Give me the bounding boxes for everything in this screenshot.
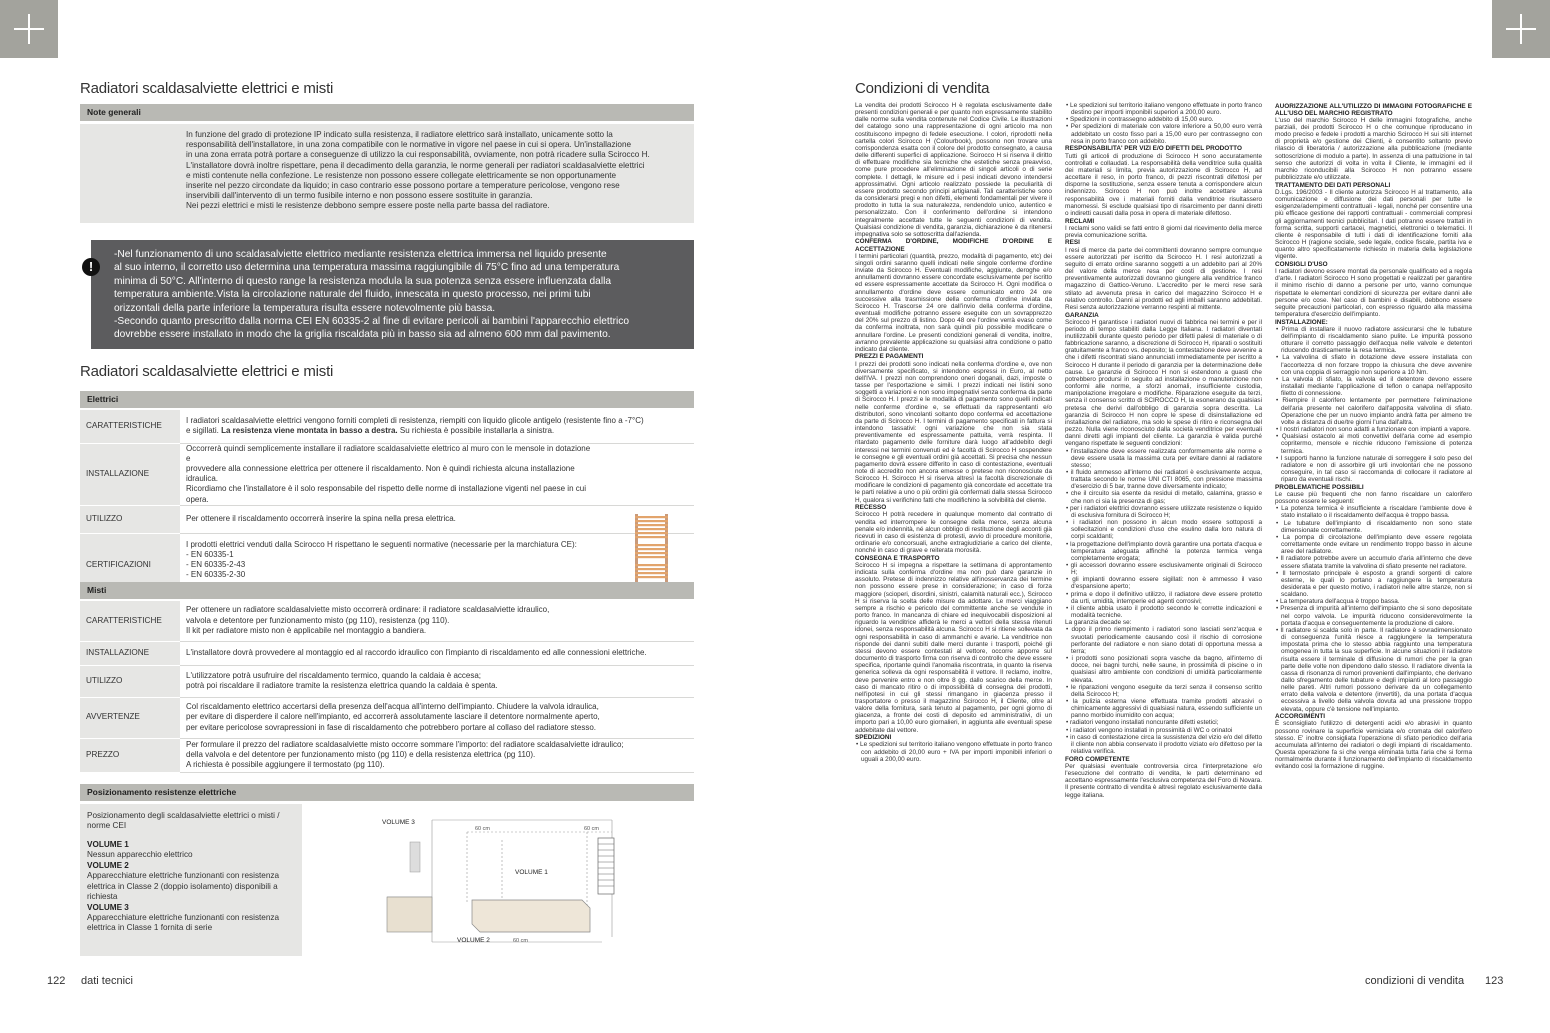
diagram-radiator bbox=[598, 838, 614, 894]
paragraph: I reclami sono validi se fatti entro 8 giorni dal ricevimento della merce previa comunicazione scritta. bbox=[1065, 224, 1262, 239]
bullet-item: • Il termostato principale è esposto a grandi sorgenti di calore esterne, le quali lo portano a raggiungere la temperatura desiderata e per questo motivo, i radiatori nelle altre stanze, non si scaldano. bbox=[1275, 570, 1472, 599]
row-label: UTILIZZO bbox=[80, 505, 180, 533]
paragraph: I resi di merce da parte dei committenti dovranno sempre comunque essere autorizzati per iscritto da Scirocco H. I resi autorizzati a seguito di errato ordine saranno soggetti a un addebito pari al 20% del valore della merce resa per costi di gestione. I resi preventivamente autorizzati dovranno giungere alla venditrice franco magazzino di Gattico-Veruno. L'accredito per le merci rese sarà stilato ad avvenuta presa in carico del magazzino Scirocco H e relativo controllo. Danni ai prodotti ed agli imballi saranno addebitati. Resi senza autorizzazione verranno respinti al mittente. bbox=[1065, 246, 1262, 311]
paragraph: I termini particolari (quantità, prezzo, modalità di pagamento, etc) dei singoli ordini saranno quelli indicati nelle singole conferme d'ordine inviate da Scirocco H. Eventuali modifiche, aggiunte, deroghe e/o annullamenti dovranno essere concordate esclusivamente per iscritto ed essere espressamente accettate da Scirocco H. Ogni modifica o annullamento d'ordine deve essere comunicato entro 24 ore successive alla trasmissione della conferma d'ordine inviata da Scirocco H. Trascorse 24 ore dall'invio della conferma d'ordine, eventuali modifiche potranno essere eseguite con un sovrapprezzo del 20% sul prezzo di listino. Dopo 48 ore l'ordine verrà evaso come da conferma inoltrata, non sarà quindi più possibile modificare o annullare l'ordine. Le presenti condizioni generali di vendita, inoltre, avranno prevalente applicazione su qualsiasi altra condizione o patto indicato dal cliente. bbox=[855, 252, 1052, 353]
table-row bbox=[80, 738, 694, 772]
bullet-item: • gli accessori dovranno essere esclusivamente originali di Scirocco H; bbox=[1065, 562, 1262, 576]
volumes-intro: Posizionamento degli scaldasalviette elettrici o misti / norme CEI bbox=[87, 811, 280, 831]
bullet-item: • gli impianti dovranno essere sigillati: non è ammesso il vaso d'espansione aperto; bbox=[1065, 576, 1262, 590]
section-heading: CONSIGLI D'USO bbox=[1275, 260, 1328, 268]
paragraph: Per qualsiasi eventuale controversia circa l'interpretazione e/o l'esecuzione del contratto di vendita, le parti determinano ed accettano espressamente l'esclusiva competenza del Foro di Novara. Il presente contratto di vendita è altresì regolato esclusivamente dalla legge italiana. bbox=[1065, 762, 1262, 799]
bullet-item: • Il radiatore potrebbe avere un accumulo d'aria all'interno che deve essere sfiatata tramite la valvolina di sfiato presente nel radiatore. bbox=[1275, 555, 1472, 569]
row-value: I prodotti elettrici venduti dalla Scirocco H rispettano le seguenti normative (necessarie per la marchiatura CE): - EN 60335-1 - EN 60335-2-43 - EN 60335-2-30 bbox=[180, 533, 694, 597]
diagram-mirror bbox=[410, 842, 420, 872]
bullet-item: • in caso di contestazione circa la sussistenza del vizio e/o del difetto il cliente non abbia conservato il prodotto viziato e/o difettoso per la relativa verifica. bbox=[1065, 734, 1262, 755]
section-title: Radiatori scaldasalviette elettrici e misti bbox=[80, 363, 334, 380]
row-value bbox=[180, 410, 694, 443]
bullet-item: • Le spedizioni sul territorio italiano vengono effettuate in porto franco destino per importi imponibili superiori a 200,00 euro. bbox=[1065, 102, 1262, 116]
elettrici-table bbox=[80, 410, 694, 598]
volume-title: VOLUME 1 bbox=[87, 840, 129, 850]
bullet-item: • La pompa di circolazione dell'impianto deve essere regolata correttamente onde evitare un rendimento troppo basso in alcune aree del radiatore. bbox=[1275, 534, 1472, 555]
diagram-vanity bbox=[387, 897, 432, 932]
bathroom-volumes-diagram bbox=[372, 812, 632, 954]
paragraph: Le cause più frequenti che non fanno riscaldare un calorifero possono essere le seguenti: bbox=[1275, 490, 1472, 506]
volume-text: Apparecchiature elettriche funzionanti con resistenza elettrica in Classe 1 fornita di serie bbox=[87, 912, 280, 932]
bullet-item: • Spedizioni in contrassegno addebito di 15,00 euro. bbox=[1065, 116, 1262, 123]
warning-text: -Nel funzionamento di uno scaldasalviette elettrico mediante resistenza elettrica immersa nel liquido presente al suo interno, il corretto uso determina una temperatura massima raggiungibile di 75°C fino ad una temperatura minima di 50°C. All'interno di questo range la resistenza modula la sua potenza senza essere influenzata dalla temperatura ambiente.Vista la circolazione naturale del fluido, innescata in questo processo, nei primi tubi orizzontali della parte inferiore la temperatura risulta essere notevolmente più bassa. -Secondo quanto prescritto dalla norma CEI EN 60335-2 al fine di evitare pericoli ai bambini l'apparecchio elettrico dovrebbe essere installato in modo che la griglia riscaldata più in basso sia ad almeno 600 mm dal pavimento. bbox=[114, 249, 629, 341]
footer-section: dati tecnici bbox=[81, 975, 133, 987]
bullet-item: • il cliente abbia usato il prodotto secondo le corrette indicazioni e modalità tecniche. bbox=[1065, 605, 1262, 619]
row-value: Per ottenere un radiatore scaldasalviette misto occorrerà ordinare: il radiatore scaldasalviette idraulico, valvola e detentore per funzionamento misto (pg 110), resistenza (pg 110). Il kit per radiatore misto non è applicabile nel montaggio a bandiera. bbox=[180, 601, 694, 641]
diagram-dimension: 60 cm bbox=[475, 826, 490, 832]
exclamation-icon: ! bbox=[82, 258, 100, 276]
bullet-item: • l'installazione deve essere realizzata conformemente alle norme e deve essere usata la massima cura per evitare danni al radiatore stesso; bbox=[1065, 448, 1262, 469]
volumes-text bbox=[87, 811, 297, 933]
diagram-label-volume1: VOLUME 1 bbox=[515, 869, 548, 876]
bullet-item: • La valvolina di sfiato in dotazione deve essere installata con l'accortezza di non forzare troppo la chiusura che deve avvenire con una coppia di serraggio non superiore a 10 Nm. bbox=[1275, 354, 1472, 375]
section-heading: PREZZI E PAGAMENTI bbox=[855, 353, 924, 361]
table-row bbox=[80, 410, 694, 443]
row-label: PREZZO bbox=[80, 738, 180, 772]
text-column-3 bbox=[1275, 102, 1472, 771]
bullet-item: • La potenza termica è insufficiente a riscaldare l'ambiente dove è stato installato o il riscaldamento dell'acqua è troppo bassa. bbox=[1275, 505, 1472, 519]
text-column-2 bbox=[1065, 102, 1262, 799]
table-row bbox=[80, 601, 694, 641]
paragraph: Scirocco H si impegna a rispettare la settimana di approntamento indicata sulla conferma d'ordine ma non può dare garanzie in assoluto. Pretese di indennizzo relative all'inosservanza dei termine non possono essere prese in considerazione; in caso di forza maggiore (scioperi, disordini, sinistri, calamità naturali ecc.), Scirocco H si riserva la scelta delle misure da adottare. Le merci viaggiano sempre a rischio e pericolo del committente anche se vendute in porto franco. In mancanza di chiare ed inequivocabili disposizioni al riguardo la venditrice affiderà le merci a vettori della stessa ritenuti idonei, senza responsabilità alcuna. Scirocco H si ritiene sollevata da ogni responsabilità in caso di ammanchi e avarie. La venditrice non risponde dei danni subiti dalle merci durante i trasporti, poiché gli stessi devono essere contestati al vettore, occorre apporre sul documento di trasporto firma con riserva di controllo che deve essere specifica, riportante quindi l'anomalia riscontrata, in quanto la riserva generica solleva da ogni responsabilità il vettore. Il reclamo, inoltre, deve pervenire entro e non oltre 8 gg. dallo scarico della merce. In caso di mancato ritiro o di impossibilità di consegna dei prodotti, nell'ipotesi in cui gli stessi rimangano in giacenza presso il trasportatore o presso il magazzino Scirocco H, il Cliente, oltre al valore della fornitura, sarà tenuto al pagamento, per ogni giorno di giacenza, a fronte dei costi di deposito ed amministrativi, di un importo pari a 10,00 euro giornalieri, in aggiunta alle eventuali spese addebitate dal vettore. bbox=[855, 562, 1052, 734]
section-heading: TRATTAMENTO DEI DATI PERSONALI bbox=[1275, 181, 1391, 189]
section-heading: FORO COMPETENTE bbox=[1065, 755, 1130, 763]
bullet-item: • La valvola di sfiato, la valvola ed il detentore devono essere installati mediante l'applicazione di teflon o canapa nell'apposito filetto di connessione. bbox=[1275, 376, 1472, 397]
bullet-item: • la progettazione dell'impianto dovrà garantire una portata d'acqua e temperatura adeguata affinché la potenza termica venga completamente erogata; bbox=[1065, 541, 1262, 562]
section-heading: RESPONSABILITA' PER VIZI E/O DIFETTI DEL PRODOTTO bbox=[1065, 145, 1242, 153]
page-number: 123 bbox=[1485, 975, 1504, 987]
table-row bbox=[80, 505, 694, 533]
row-value-bold: La resistenza viene montata in basso a destra. bbox=[221, 426, 398, 436]
bullet-item: • dopo il primo riempimento i radiatori sono lasciati senz'acqua e svuotati periodicamente causando così il rischio di corrosione perforante del radiatore e non siano dotati di opportuna messa a terra; bbox=[1065, 626, 1262, 655]
row-label: CERTIFICAZIONI bbox=[80, 533, 180, 597]
bullet-item: • che il circuito sia esente da residui di metallo, calamina, grasso e che non ci sia la presenza di gas; bbox=[1065, 490, 1262, 504]
section-heading: GARANZIA bbox=[1065, 311, 1099, 319]
row-value: Per formulare il prezzo del radiatore scaldasalviette misto occorre sommare l'importo: del radiatore scaldasalviette idraulico; della valvola e del detentore per funzionamento misto (pg 110) e della resistenza elettrica (pg 110). A richiesta è possibile aggiungere il termostato (pg 110). bbox=[180, 738, 694, 772]
bullet-item: • La temperatura dell'acqua è troppo bassa. bbox=[1275, 598, 1472, 605]
volume-title: VOLUME 3 bbox=[87, 902, 129, 912]
section-heading: SPEDIZIONI bbox=[855, 734, 892, 742]
paragraph: La garanzia decade se: bbox=[1065, 619, 1132, 627]
section-heading: INSTALLAZIONE: bbox=[1275, 318, 1328, 326]
table-row bbox=[80, 443, 694, 505]
section-bar-note-generali: Note generali bbox=[80, 104, 694, 121]
paragraph: Scirocco H garantisce i radiatori nuovi di fabbrica nei termini e per il periodo di tempo stabiliti dalla Legge Italiana. I radiatori diventati inutilizzabili durante questo periodo per difetti palesi di materiale o di fabbricazione saranno, a discrezione di Scirocco H, riparati o sostituiti gratuitamente a franco vs. deposito; la contestazione deve avvenire a che i difetti riscontrati siano annunciati immediatamente per iscritto a Scirocco H durante il periodo di garanzia per la determinazione delle cause. Le garanzie di Scirocco H non si estendono a guasti che potrebbero prodursi in seguito ad installazione o manutenzione non conformi alle norme, a sforzi anomali, insufficiente custodia, manipolazione irregolare e modifiche. Riparazione eseguite da terzi, senza il consenso scritto di SCIROCCO H, la esonerano da qualsiasi pretesa che derivi dall'obbligo di garanzia sopra descritta. La garanzia di Scirocco H non copre le spese di disinstallazione ed installazione del radiatore, ma solo le spese di ritiro e riconsegna del pezzo. Nulla viene riconosciuto dalla società venditrice per eventuali danni diretti agli impianti del cliente. La garanzia è valida purché vengano rispettate le seguenti condizioni: bbox=[1065, 318, 1262, 448]
section-bar-elettrici: Elettrici bbox=[80, 391, 694, 408]
table-row bbox=[80, 697, 694, 738]
bullet-item: • per i radiatori elettrici dovranno essere utilizzate resistenze o liquido di esclusiva fornitura di Scirocco H; bbox=[1065, 505, 1262, 519]
footer-section: condizioni di vendita bbox=[1365, 975, 1465, 987]
row-value-text: Su richiesta è possibile installarla a sinistra. bbox=[397, 426, 555, 436]
bullet-item: • I supporti hanno la funzione naturale di sorreggere il solo peso del radiatore e non di assorbire gli urti involontari che ne possono conseguire, in tal caso si raccomanda di collocare il radiatore al riparo da eventuali rischi. bbox=[1275, 455, 1472, 484]
row-value: Col riscaldamento elettrico accertarsi della presenza dell'acqua all'interno dell'impianto. Chiudere la valvola idraulica, per evitare di disperdere il calore nell'impianto, ed accorrerà assolutamente lasciare il detentore normalmente aperto, per evitare pericolose sovrapressioni in fase di riscaldamento che potrebbero portare al collaso del radiatore stesso. bbox=[180, 697, 694, 738]
row-label: INSTALLAZIONE bbox=[80, 641, 180, 665]
row-label: CARATTERISTICHE bbox=[80, 601, 180, 641]
section-heading: RECESSO bbox=[855, 504, 887, 512]
table-row bbox=[80, 665, 694, 697]
bullet-item: • Per spedizioni di materiale con valore inferiore a 50,00 euro verrà addebitato un costo fisso pari a 15,00 euro per contrassegno con resa in porto franco con addebito. bbox=[1065, 123, 1262, 144]
bullet-item: • Prima di installare il nuovo radiatore assicurarsi che le tubature dell'impianto di riscaldamento siano pulite. Le impurità possono otturare il corretto passaggio dell'acqua nelle valvole e detentori riducendo drasticamente la resa termica. bbox=[1275, 326, 1472, 355]
paragraph: Tutti gli articoli di produzione di Scirocco H sono accuratamente controllati e collaudati. La responsabilità della venditrice sulla qualità dei materiali si limita, previa autorizzazione di Scirocco H, ad accettare il reso, in porto franco, di pezzi riscontrati difettosi per disporne la sostituzione, senza essere tenuta a corrispondere alcun indennizzo. Scirocco H non può inoltre accettare alcuna responsabilità ove i materiali forniti dalla venditrice risultassero manomessi. Si esclude qualsiasi tipo di risarcimento per danni diretti o indiretti causati dalla posa in opera di materiale difettoso. bbox=[1065, 152, 1262, 217]
diagram-label-volume2: VOLUME 2 bbox=[457, 937, 490, 944]
section-heading: CONSEGNA E TRASPORTO bbox=[855, 554, 940, 562]
bullet-item: • Il radiatore si scalda solo in parte. Il radiatore è sovradimensionato di conseguenza l'unità riesce a raggiungere la temperatura impostata prima che lo stesso abbia raggiunto una temperatura omogenea in tutta la sua superficie. In alcune situazioni il radiatore risulta essere il terminale di diffusione di rumori che per la gran parte delle volte non dipendono dallo stesso. Il radiatore diventa la cassa di risonanza di rumori provenienti dall'impianto, che derivano dallo sfregamento delle tubature e degli impianti al loro passaggio nelle pareti. Altri rumori possono derivare da un collegamento errato della valvola e detentore (invertiti), da una portata d'acqua eccessiva a livello della valvola dovuta ad una pressione troppo elevata, oppure c'è tensione nell'impianto. bbox=[1275, 627, 1472, 713]
row-label: CARATTERISTICHE bbox=[80, 410, 180, 443]
plus-icon[interactable] bbox=[1492, 0, 1550, 58]
bullet-item: • I nostri radiatori non sono adatti a funzionare con impianti a vapore. bbox=[1275, 426, 1472, 433]
diagram-dimension: 60 cm bbox=[513, 938, 528, 944]
misti-table bbox=[80, 601, 694, 773]
paragraph: È sconsigliato l'utilizzo di detergenti acidi e/o abrasivi in quanto possono rovinare la superficie verniciata e/o cromata del calorifero stesso. E' inoltre consigliata l'operazione di sfiato periodico dell'aria accumulata all'interno dei radiatori o degli impianti di riscaldamento. Questa operazione fa si che venga eliminata tutta l'aria che si forma normalmente durante il funzionamento dell'impianto di riscaldamento evitando così la formazione di ruggine. bbox=[1275, 720, 1472, 771]
row-label: INSTALLAZIONE bbox=[80, 443, 180, 505]
bullet-item: • Qualsiasi ostacolo ai moti convettivi dell'aria come ad esempio copritermo, mensole e nicchie riducono l'emissione di potenza termica. bbox=[1275, 433, 1472, 454]
paragraph: I radiatori devono essere montati da personale qualificato ed a regola d'arte. I radiatori Scirocco H sono progettati e realizzati per garantire il minimo rischio di danno a persone per urto, vanno comunque rispettate le elementari condizioni di sicurezza per evitare danni alle persone e/o cose. Nel caso di bambini e disabili, debbono essere seguite precauzioni particolari, con espresso riguardo alla massima temperatura d'esercizio dell'impianto. bbox=[1275, 268, 1472, 319]
bullet-item: • Riempire il calorifero lentamente per permettere l'eliminazione dell'aria presente nel calorifero dall'apposita valvolina di sfiato. Operazione che per un nuovo impianto andrà fatta per almeno tre volte a distanza di due/tre giorni l'una dall'altra. bbox=[1275, 397, 1472, 426]
section-heading: RESI bbox=[1065, 239, 1080, 247]
section-bar-posizionamento: Posizionamento resistenze elettriche bbox=[80, 784, 694, 801]
bullet-item: • i radiatori non possono in alcun modo essere sottoposti a sollecitazioni e condizioni d'uso che esulino dalla loro natura di corpi scaldanti; bbox=[1065, 519, 1262, 540]
paragraph: D.Lgs. 196/2003 - Il cliente autorizza Scirocco H al trattamento, alla comunicazione e diffusione dei dati personali per tutte le esigenze/adempimenti contrattuali - legali, nonché per consentire una più efficace gestione dei rapporti contrattuali - commerciali compresi gli aggiornamenti tecnici pubblicitari. I dati potranno essere trattati in forma scritta, supporti cartacei, magnetici, elettronici o telematici. Il cliente è responsabile di tutti i dati di identificazione forniti alla Scirocco H (ragione sociale, sede legale, codice fiscale, partita iva e quanto altro specificatamente richiesto in materia della legislazione vigente. bbox=[1275, 188, 1472, 261]
row-value: L'installatore dovrà provvedere al montaggio ed al raccordo idraulico con l'impianto di riscaldamento ed alle connessioni elettriche. bbox=[180, 641, 694, 665]
text-column-1 bbox=[855, 102, 1052, 763]
radiator-bars bbox=[635, 516, 668, 584]
paragraph: I prezzi dei prodotti sono indicati nella conferma d'ordine e, ove non diversamente specificato, si intendono espressi in Euro, al netto dell'IVA. I prezzi non comprendono oneri doganali, dazi, imposte o tasse per l'esportazione e simili. I prezzi indicati nei listini sono soggetti a variazioni e non sono impegnativi senza conferma da parte di Scirocco H. I prezzi e le modalità di pagamento sono quelli indicati nelle conferme d'ordine e, se effettuati da rappresentanti e/o distributori, sono vincolanti soltanto dopo conferma ed accettazione da parte di Scirocco H. I termini di pagamento specificati in fattura si intendono tassativi: ogni variazione che non sia stata preventivamente ed espressamente pattuita, verrà respinta. Il ritardato pagamento delle forniture darà luogo all'addebito degli interessi nei termini convenuti ed è facoltà di Scirocco H sospendere le consegne e gli eventuali ordini già accettati. Si precisa che nessun pagamento dovrà essere differito in caso di contestazione, eventuali note di accredito non ancora emesse o pretese non riconosciute da Scirocco H. Scirocco H si riserva altresì la facoltà discrezionale di modificare le condizioni di pagamento già concordate ed accettate tra le parti relative a uno o più ordini già confermati dalla stessa Scirocco H, qualora si verifichino fatti che modifichino la solvibilità del cliente. bbox=[855, 360, 1052, 504]
bullet-item: • i prodotti sono posizionati sopra vasche da bagno, all'interno di docce, nei bagni turchi, nelle saune, in prossimità di piscine o in qualsiasi altro ambiente con condizioni di umidità particolarmente elevata. bbox=[1065, 655, 1262, 684]
note-text: In funzione del grado di protezione IP indicato sulla resistenza, il radiatore elettrico sarà installato, unicamente sotto la responsabilità dell'installatore, in una zona compatibile con le normative in vigore nel paese in cui si opera. Un'installazione in una zona errata potrà portare a conseguenze di utilizzo la cui responsabilità, ovviamente, non potrà ricadere sulla Scirocco H. L'installatore dovrà inoltre rispettare, pena il decadimento della garanzia, le norme generali per radiatori scaldasalviette elettrici e misti contenute nella confezione. Le resistenze non possono essere collegate elettricamente se non opportunamente inserite nel pezzo circondate da liquido; in caso contrario esse possono portare a temperature pericolose, vengono rese inservibili dall'intervento di un termo fusibile interno e non possono essere sostituite in garanzia. Nei pezzi elettrici e misti le resistenze debbono sempre essere poste nella parte bassa del radiatore. bbox=[186, 130, 650, 211]
section-heading: RECLAMI bbox=[1065, 217, 1095, 225]
volume-text: Nessun apparecchio elettrico bbox=[87, 850, 193, 860]
paragraph: L'uso del marchio Scirocco H delle immagini fotografiche, anche parziali, dei prodotti Scirocco H o che comunque riproducano in modo preciso e fedele i prodotti a marchio Scirocco H sui siti internet di proprietà e/o gestione dei Clienti, è consentito soltanto previo rilascio di liberatoria / autorizzazione alla pubblicazione (mediante sottoscrizione di modulo a parte). In assenza di una pattuizione in tal senso che autorizzi di volta in volta il Cliente, le immagini ed il marchio riconducibili alla Scirocco H non potranno essere pubblicizzate e/o utilizzate. bbox=[1275, 116, 1472, 182]
bullet-item: • Le spedizioni sul territorio italiano vengono effettuate in porto franco con addebito di 20,00 euro + IVA per importi imponibili inferiori o uguali a 200,00 euro. bbox=[855, 741, 1052, 762]
volume-text: Apparecchiature elettriche funzionanti con resistenza elettrica in Classe 2 (doppio isolamento) disponibili a richiesta bbox=[87, 871, 280, 901]
section-heading: PROBLEMATICHE POSSIBILI bbox=[1275, 483, 1364, 491]
table-row bbox=[80, 641, 694, 665]
bullet-item: • le riparazioni vengono eseguite da terzi senza il consenso scritto della Scirocco H; bbox=[1065, 684, 1262, 698]
diagram-dimension: 60 cm bbox=[584, 826, 599, 832]
row-value: L'utilizzatore potrà usufruire del riscaldamento termico, quando la caldaia è accesa; potrà poi riscaldare il radiatore tramite la resistenza elettrica quando la caldaia è spenta. bbox=[180, 665, 694, 697]
row-label: UTILIZZO bbox=[80, 665, 180, 697]
bullet-item: • il fluido ammesso all'interno dei radiatori è esclusivamente acqua, trattata secondo le norme UNI CTI 8065, con pressione massima d'esercizio di 5 bar, tranne dove diversamente indicato; bbox=[1065, 469, 1262, 490]
section-heading: AUORIZZAZIONE ALL'UTILIZZO DI IMMAGINI FOTOGRAFICHE E ALL'USO DEL MARCHIO REGISTRATO bbox=[1275, 102, 1472, 117]
paragraph: Scirocco H potrà recedere in qualunque momento dal contratto di vendita ed interrompere le consegne della merce, senza alcuna penale e/o indennità, né alcun obbligo di restituzione degli acconti già ricevuti in caso di esistenza di protesti, avvio di procedure monitorie, ordinarie e/o concorsuali, anche extragiudiziarie a carico del cliente, nonché in caso di grave e reiterata morosità. bbox=[855, 511, 1052, 555]
section-heading: CONFERMA D'ORDINE, MODIFICHE D'ORDINE E ACCETTAZIONE bbox=[855, 238, 1052, 253]
bullet-item: • i radiatori vengono installati in prossimità di WC o orinatoi bbox=[1065, 727, 1262, 734]
plus-icon[interactable] bbox=[0, 0, 58, 58]
paragraph: La vendita dei prodotti Scirocco H è regolata esclusivamente dalle presenti condizioni generali e per quanto non espressamente stabilito dalle norme sulla vendita contenute nel Codice Civile. Le illustrazioni del catalogo sono una rappresentazione di ogni articolo ma non costituiscono impegno di fedele esecuzione. I colori, riprodotti nella cartella colori Scirocco H (Colourbook), possono non trovare una corrispondenza esatta con il colore del prodotto consegnato, a causa delle differenti superfici di applicazione. Scirocco H si riserva il diritto di effettuare modifiche sia tecniche che estetiche senza preavviso, come pure procedere all'eliminazione di singoli articoli o di serie complete. I dettagli, le misure ed i pesi indicati devono intendersi approssimativi. Ogni articolo realizzato possiede la peculiarità di essere prodotto secondo principi artigianali. Tali caratteristiche sono da considerarsi pregi e non difetti, elementi fondamentali per vivere il prodotto in tutta la sua naturalezza, rendendolo unico, autentico e personalizzato. Con il conferimento dell'ordine si intendono integralmente accettate tutte le seguenti condizioni di vendita. Qualsiasi condizione di vendita, garanzia, dichiarazione è da ritenersi impegnativa solo se sottoscritta dall'azienda. bbox=[855, 102, 1052, 238]
row-label: AVVERTENZE bbox=[80, 697, 180, 738]
bullet-item: • la pulizia esterna viene effettuata tramite prodotti abrasivi o chimicamente aggressivi di qualsiasi natura, essendo sufficiente un panno morbido inumidito con acqua; bbox=[1065, 698, 1262, 719]
diagram-bathtub bbox=[472, 900, 590, 932]
row-value-text: I radiatori scaldasalviette elettrici vengono forniti completi di resistenza, riempiti con liquido glicole antigelo (resistente fino a -7°C) e sigillati. bbox=[186, 416, 644, 436]
row-value: Per ottenere il riscaldamento occorrerà inserire la spina nella presa elettrica. bbox=[180, 505, 694, 533]
bullet-item: • Le tubature dell'impianto di riscaldamento non sono state dimensionate correttamente. bbox=[1275, 520, 1472, 534]
bullet-item: • radiatori vengono installati noncurante difetti estetici; bbox=[1065, 719, 1262, 726]
bullet-item: • Presenza di impurità all'interno dell'impianto che si sono depositate nel corpo valvola. Le impurità riducono considerevolmente la portata d'acqua e conseguentemente la produzione di calore. bbox=[1275, 605, 1472, 626]
diagram-label-volume3: VOLUME 3 bbox=[382, 819, 415, 826]
section-heading: ACCORGIMENTI bbox=[1275, 713, 1326, 721]
row-value: Occorrerà quindi semplicemente installare il radiatore scaldasalviette elettrico al muro con le mensole in dotazione e provvedere alla connessione elettrica per ottenere il riscaldamento. Non è quindi richiesta alcuna installazione idraulica. Ricordiamo che l'installatore è il solo responsabile del rispetto delle norme di installazione vigenti nel paese in cui opera. bbox=[180, 443, 694, 505]
page-title: Radiatori scaldasalviette elettrici e misti bbox=[80, 80, 334, 97]
bullet-item: • prima e dopo il definitivo utilizzo, il radiatore deve essere protetto da urti, umidità, intemperie ed agenti corrosivi; bbox=[1065, 591, 1262, 605]
volume-title: VOLUME 2 bbox=[87, 861, 129, 871]
page-title: Condizioni di vendita bbox=[855, 80, 990, 97]
page-number: 122 bbox=[47, 975, 66, 987]
section-bar-misti: Misti bbox=[80, 582, 694, 599]
